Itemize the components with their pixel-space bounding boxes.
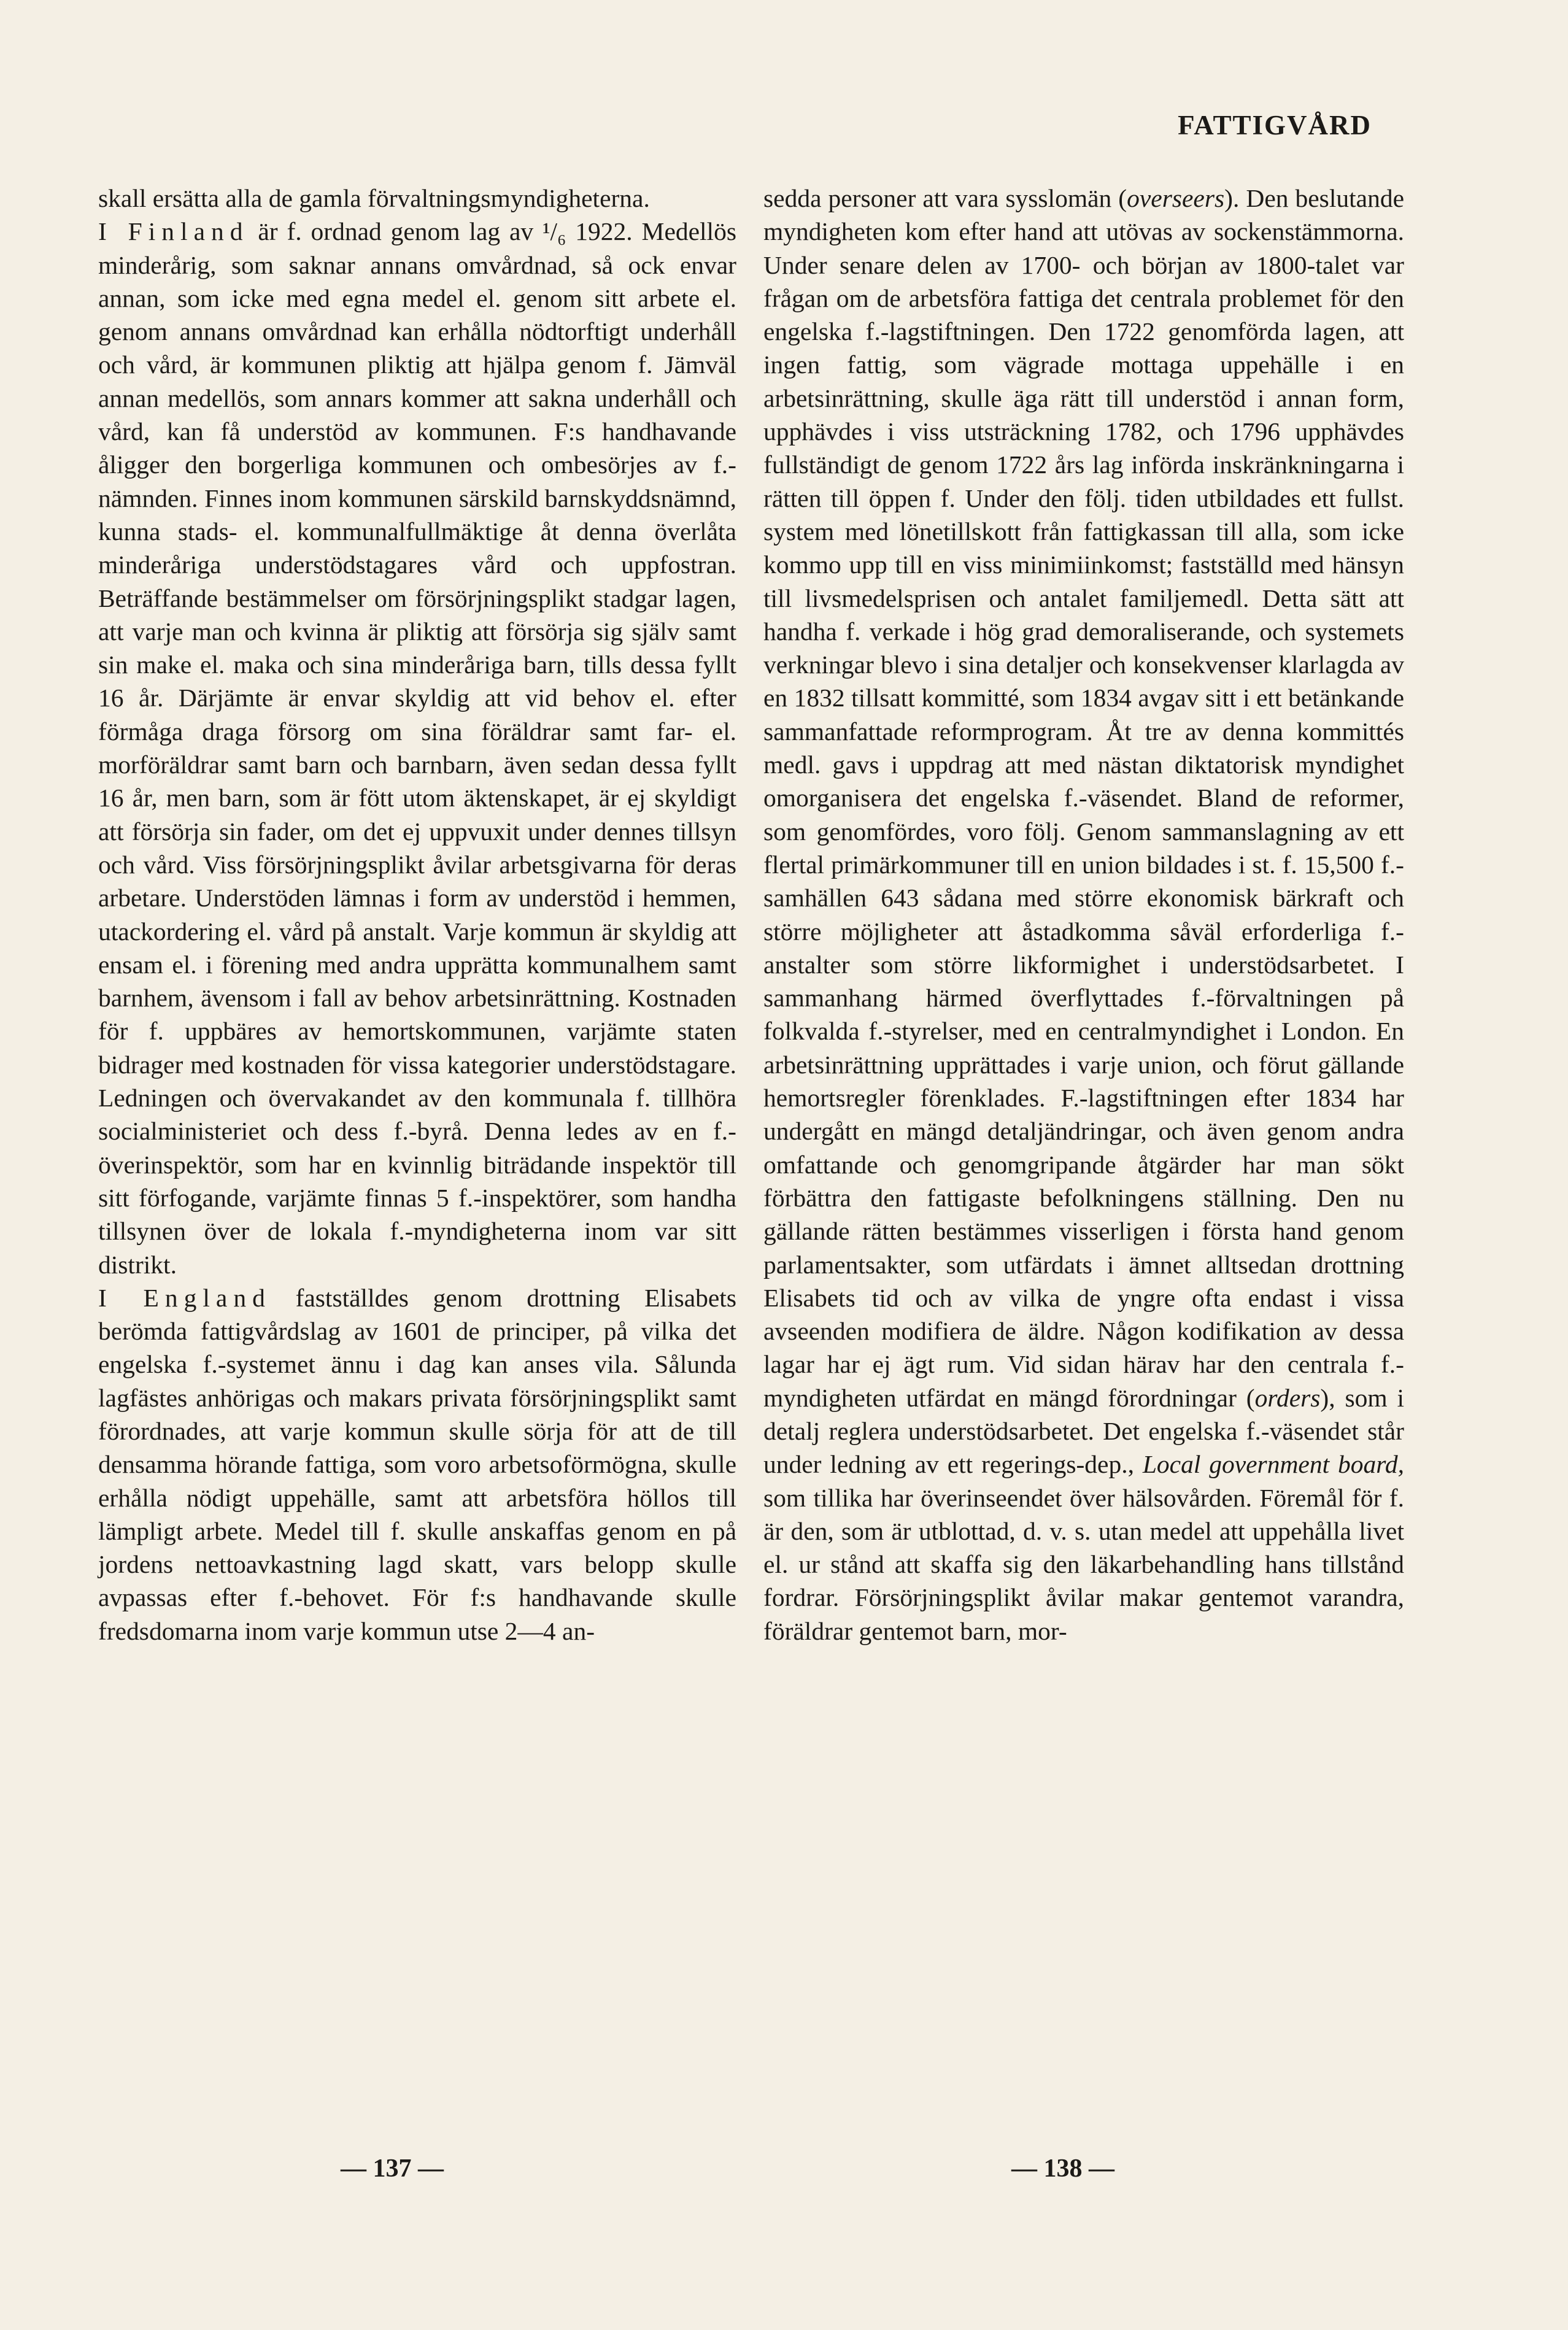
text-segment: ), som i detalj reglera understödsarbetet. Det engelska f.-väsendet står under ledning av ett regerings-dep., bbox=[763, 1383, 1405, 1479]
left-column bbox=[98, 182, 736, 1648]
paragraph-finland bbox=[98, 215, 736, 1281]
page-number-left: — 137 — bbox=[341, 2154, 444, 2183]
section-keyword-england: I England bbox=[98, 1283, 271, 1312]
running-title: FATTIGVÅRD bbox=[1178, 110, 1372, 141]
italic-term-board: Local government board, bbox=[1142, 1450, 1404, 1479]
italic-term-overseers: overseers bbox=[1127, 184, 1225, 212]
right-column bbox=[763, 182, 1404, 1648]
paragraph-finland-body: är f. ordnad genom lag av ¹/₆ 1922. Medellös minderårig, som saknar annans omvårdnad, så ock envar annan, som icke med egna medel el. genom sitt arbete el. genom annans omvårdnad kan erhålla nödtorftigt underhåll och vård, är kommunen pliktig att hjälpa genom f. Jämväl annan medellös, som annars kommer att sakna underhåll och vård, kan få understöd av kommunen. F:s handhavande åligger den borgerliga kommunen och ombesörjes av f.-nämnden. Finnes inom kommunen särskild barnskyddsnämnd, kunna stads- el. kommunalfullmäktige åt denna överlåta minderåriga understödstagares vård och uppfostran. Beträffande bestämmelser om försörjningsplikt stadgar lagen, att varje man och kvinna är pliktig att försörja sig själv samt sin make el. maka och sina minderåriga barn, tills dessa fyllt 16 år. Därjämte är envar skyldig att vid behov el. efter förmåga draga försorg om sina föräldrar samt far- el. morföräldrar samt barn och barnbarn, även sedan dessa fyllt 16 år, men barn, som är fött utom äktenskapet, är ej skyldigt att försörja sin fader, om det ej uppvuxit under dennes tillsyn och vård. Viss försörjningsplikt åvilar arbetsgivarna för deras arbetare. Understöden lämnas i form av understöd i hemmen, utackordering el. vård på anstalt. Varje kommun är skyldig att ensam el. i förening med andra upprätta kommunalhem samt barnhem, ävensom i fall av behov arbetsinrättning. Kostnaden för f. uppbäres av hemortskommunen, varjämte staten bidrager med kostnaden för vissa kategorier understödstagare. Ledningen och övervakandet av den kommunala f. tillhöra socialministeriet och dess f.-byrå. Denna ledes av en f.-överinspektör, som har en kvinnlig biträdande inspektör till sitt förfogande, varjämte finnas 5 f.-inspektörer, som handha tillsynen över de lokala f.-myndigheterna inom var sitt distrikt. bbox=[98, 217, 736, 1279]
text-segment: sedda personer att vara sysslomän ( bbox=[763, 184, 1127, 212]
paragraph-intro: skall ersätta alla de gamla förvaltningsmyndigheterna. bbox=[98, 184, 650, 212]
section-keyword-finland: I Finland bbox=[98, 217, 249, 246]
paragraph-continued bbox=[763, 182, 1404, 1648]
paragraph-england-body: fastställdes genom drottning Elisabets berömda fattigvårdslag av 1601 de principer, på vilka det engelska f.-systemet ännu i dag kan anses vila. Sålunda lagfästes anhörigas och makars privata försörjningsplikt samt förordnades, att varje kommun skulle sörja för att de till densamma hörande fattiga, som voro arbetsoförmögna, skulle erhålla nödigt uppehälle, samt att arbetsföra höllos till lämpligt arbete. Medel till f. skulle anskaffas genom en på jordens nettoavkastning lagd skatt, vars belopp skulle avpassas efter f.-behovet. För f:s handhavande skulle fredsdomarna inom varje kommun utse 2—4 an- bbox=[98, 1283, 736, 1645]
page-number-right: — 138 — bbox=[1011, 2154, 1114, 2183]
text-segment: som tillika har överinseendet över hälsovården. Föremål för f. är den, som är utblottad, d. v. s. utan medel att uppehålla livet el. ur stånd att skaffa sig den läkarbehandling hans tillstånd fordrar. Försörjningsplikt åvilar makar gentemot varandra, föräldrar gentemot barn, mor- bbox=[763, 1483, 1404, 1645]
italic-term-orders: orders bbox=[1254, 1383, 1321, 1412]
paragraph-england bbox=[98, 1281, 736, 1648]
text-segment: ). Den beslutande myndigheten kom efter hand att utövas av sockenstämmorna. Under senare delen av 1700- och början av 1800-talet var frågan om de arbetsföra fattiga det centrala problemet för den engelska f.-lagstiftningen. Den 1722 genomförda lagen, att ingen fattig, som vägrade mottaga uppehälle i en arbetsinrättning, skulle äga rätt till understöd i annan form, upphävdes i viss utsträckning 1782, och 1796 upphävdes fullständigt de genom 1722 års lag införda inskränkningarna i rätten till öppen f. Under den följ. tiden utbildades ett fullst. system med lönetillskott från fattigkassan till alla, som icke kommo upp till en viss minimiinkomst; fastställd med hänsyn till livsmedelsprisen och antalet familjemedl. Detta sätt att handha f. verkade i hög grad demoraliserande, och systemets verkningar blevo i sina detaljer och konsekvenser klarlagda av en 1832 tillsatt kommitté, som 1834 avgav sitt i ett betänkande sammanfattade reformprogram. Åt tre av denna kommittés medl. gavs i uppdrag att med nästan diktatorisk myndighet omorganisera det engelska f.-väsendet. Bland de reformer, som genomfördes, voro följ. Genom sammanslagning av ett flertal primärkommuner till en union bildades i st. f. 15,500 f.-samhällen 643 sådana med större ekonomisk bärkraft och större möjligheter att åstadkomma såväl erforderliga f.-anstalter som större likformighet i understödsarbetet. I sammanhang härmed överflyttades f.-förvaltningen på folkvalda f.-styrelser, med en centralmyndighet i London. En arbetsinrättning upprättades i varje union, och förut gällande hemortsregler förenklades. F.-lagstiftningen efter 1834 har undergått en mängd detaljändringar, och även genom andra omfattande och genomgripande åtgärder har man sökt förbättra den fattigaste befolkningens ställning. Den nu gällande rätten bestämmes visserligen i första hand genom parlamentsakter, som utfärdats i ämnet alltsedan drottning Elisabets tid och av vilka de yngre ofta endast i vissa avseenden modifiera de äldre. Någon kodifikation av dessa lagar har ej ägt rum. Vid sidan härav har den centrala f.-myndigheten utfärdat en mängd förordningar ( bbox=[763, 184, 1404, 1412]
